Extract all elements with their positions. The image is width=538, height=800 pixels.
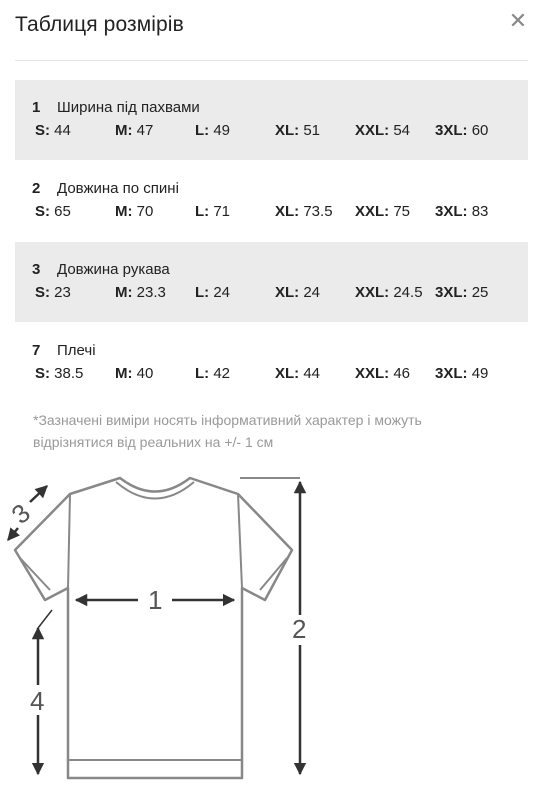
size-cell [275, 122, 320, 139]
modal-title: Таблиця розмірів [15, 13, 184, 36]
measurement-name: Ширина під пахвами [57, 99, 200, 116]
size-label: M: [115, 284, 133, 301]
size-cell [35, 284, 71, 301]
measurement-name: Довжина рукава [57, 261, 170, 278]
size-label: XL: [275, 122, 300, 139]
size-label: 3XL: [435, 365, 468, 382]
size-cell [355, 365, 410, 382]
sleeve-arrow-top [30, 486, 47, 502]
measurement-number: 7 [32, 342, 41, 359]
measurement-number: 2 [32, 180, 41, 197]
size-value: 44 [303, 365, 321, 382]
size-label: XXL: [355, 122, 390, 139]
size-value: 71 [213, 203, 231, 220]
size-cell [115, 203, 153, 220]
size-label: XL: [275, 284, 300, 301]
size-label: S: [35, 203, 50, 220]
sleeve-arrow-bottom [8, 528, 18, 540]
size-value: 70 [136, 203, 154, 220]
measurement-name: Плечі [57, 342, 96, 359]
size-values-row [35, 365, 525, 385]
size-label: XL: [275, 203, 300, 220]
modal-header [0, 0, 538, 60]
size-value: 44 [54, 122, 71, 139]
size-value: 24 [213, 284, 231, 301]
size-label: M: [115, 122, 133, 139]
size-cell [275, 203, 333, 220]
size-value: 49 [471, 365, 489, 382]
size-cell [115, 365, 153, 382]
size-values-row [35, 203, 525, 223]
size-cell [435, 122, 488, 139]
size-value: 49 [213, 122, 231, 139]
size-cell [275, 284, 320, 301]
size-cell [275, 365, 320, 382]
size-cell [355, 203, 410, 220]
size-cell [195, 203, 230, 220]
size-value: 25 [471, 284, 489, 301]
size-cell [195, 122, 230, 139]
size-values-row [35, 122, 525, 142]
size-cell [35, 122, 71, 139]
size-value: 65 [54, 203, 71, 220]
measurement-block [15, 242, 528, 322]
measurement-title [32, 261, 170, 278]
size-value: 40 [136, 365, 154, 382]
size-value: 23 [54, 284, 71, 301]
measurement-block [15, 80, 528, 160]
tshirt-outline [15, 478, 292, 778]
size-value: 46 [393, 365, 411, 382]
size-value: 24 [303, 284, 321, 301]
size-value: 24.5 [393, 284, 423, 301]
size-value: 54 [393, 122, 411, 139]
measurement-block [15, 323, 528, 403]
measurement-block [15, 161, 528, 241]
size-value: 60 [471, 122, 489, 139]
size-value: 51 [303, 122, 321, 139]
close-icon[interactable]: ✕ [508, 8, 528, 33]
size-label: S: [35, 284, 50, 301]
size-cell [115, 122, 153, 139]
size-label: L: [195, 203, 210, 220]
size-cell [435, 365, 488, 382]
size-cell [355, 122, 410, 139]
size-value: 42 [213, 365, 231, 382]
size-value: 23.3 [136, 284, 166, 301]
measurement-title [32, 99, 200, 116]
size-value: 73.5 [303, 203, 333, 220]
size-cell [195, 284, 230, 301]
size-label: S: [35, 365, 50, 382]
size-label: 3XL: [435, 122, 468, 139]
size-cell [35, 365, 83, 382]
size-label: 3XL: [435, 203, 468, 220]
disclaimer-note: *Зазначені виміри носять інформативний характер і можуть відрізнятися від реальних на +/- 1 см [33, 412, 422, 450]
size-cell [115, 284, 166, 301]
size-values-row [35, 284, 525, 304]
size-label: L: [195, 284, 210, 301]
size-label: S: [35, 122, 50, 139]
tshirt-diagram [0, 460, 340, 800]
size-value: 83 [471, 203, 489, 220]
measurement-number: 1 [32, 99, 41, 116]
size-cell [195, 365, 230, 382]
size-label: 3XL: [435, 284, 468, 301]
size-label: XL: [275, 365, 300, 382]
measurement-name: Довжина по спині [57, 180, 179, 197]
size-label: L: [195, 365, 210, 382]
size-value: 47 [136, 122, 154, 139]
width-label: 1 [148, 585, 163, 615]
measurement-number: 3 [32, 261, 41, 278]
size-cell [35, 203, 71, 220]
size-cell [435, 284, 488, 301]
size-value: 38.5 [54, 365, 84, 382]
size-label: M: [115, 365, 133, 382]
size-label: XXL: [355, 365, 390, 382]
size-label: XXL: [355, 203, 390, 220]
side-label: 4 [30, 686, 45, 716]
measurement-title [32, 342, 96, 359]
size-label: L: [195, 122, 210, 139]
sleeve-label: 3 [5, 497, 36, 530]
size-label: XXL: [355, 284, 390, 301]
measurement-title [32, 180, 179, 197]
length-label: 2 [292, 614, 307, 644]
size-value: 75 [393, 203, 411, 220]
header-divider [15, 60, 528, 61]
size-cell [435, 203, 488, 220]
size-label: M: [115, 203, 133, 220]
side-guide [38, 610, 52, 628]
size-cell [355, 284, 423, 301]
